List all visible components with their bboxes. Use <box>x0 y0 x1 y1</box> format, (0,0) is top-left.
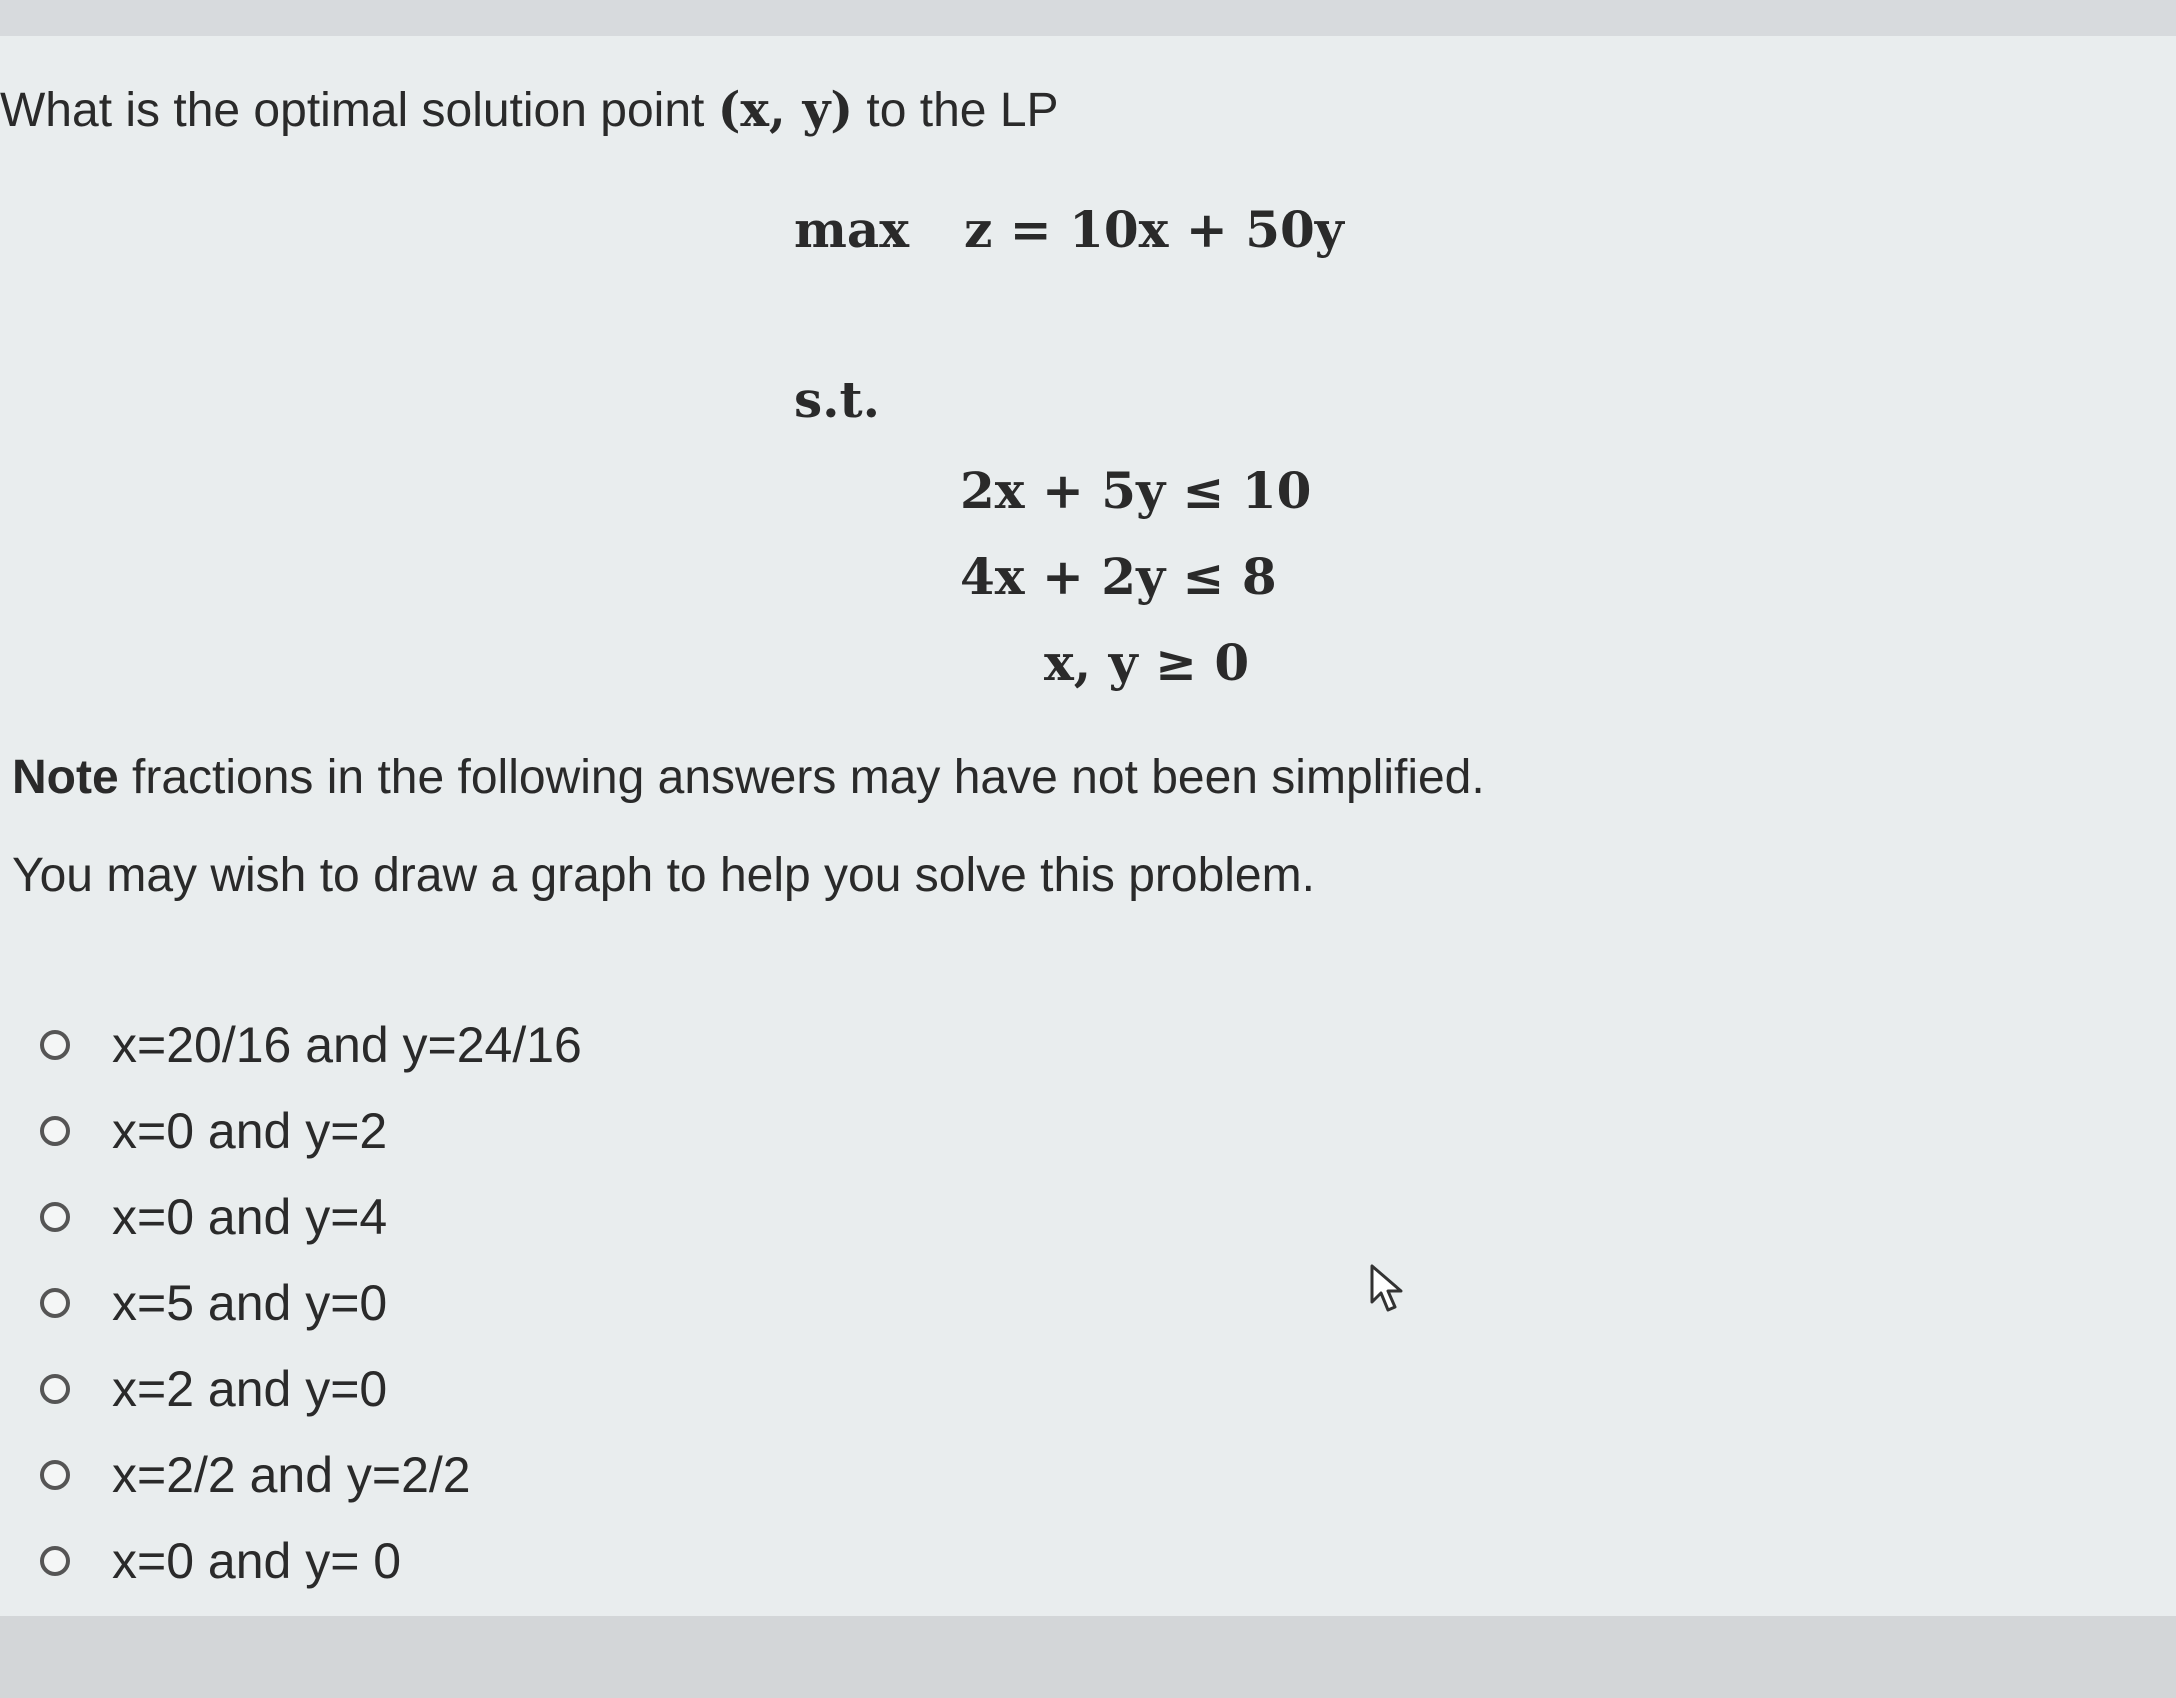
option-label: x=2/2 and y=2/2 <box>112 1447 471 1503</box>
top-bar <box>0 0 2176 36</box>
answer-options <box>40 1002 582 1604</box>
lp-objective-row <box>794 200 1344 259</box>
radio-button[interactable] <box>40 1460 70 1490</box>
option-label: x=0 and y=2 <box>112 1103 388 1159</box>
option-label: x=5 and y=0 <box>112 1275 388 1331</box>
subject-to-label: s.t. <box>794 370 881 429</box>
answer-option[interactable] <box>40 1518 582 1604</box>
radio-button[interactable] <box>40 1116 70 1146</box>
constraint-2: 4x + 2y ≤ 8 <box>960 547 1277 606</box>
constraint-1: 2x + 5y ≤ 10 <box>960 461 1312 520</box>
option-label: x=20/16 and y=24/16 <box>112 1017 582 1073</box>
radio-button[interactable] <box>40 1202 70 1232</box>
answer-option[interactable] <box>40 1346 582 1432</box>
constraint-nonnegativity: x, y ≥ 0 <box>1044 633 1250 692</box>
answer-option[interactable] <box>40 1432 582 1518</box>
option-label: x=0 and y=4 <box>112 1189 388 1245</box>
objective-function: z = 10x + 50y <box>964 200 1344 259</box>
constraint-list <box>960 448 1311 706</box>
answer-option[interactable] <box>40 1174 582 1260</box>
radio-button[interactable] <box>40 1288 70 1318</box>
option-label: x=0 and y= 0 <box>112 1533 402 1589</box>
note-rest: fractions in the following answers may have not been simplified. <box>118 751 1485 804</box>
objective-keyword: max <box>794 200 910 259</box>
answer-option[interactable] <box>40 1002 582 1088</box>
question-point: (x, y) <box>717 82 854 138</box>
note-text <box>12 750 1485 805</box>
question-prefix: What is the optimal solution point <box>0 84 718 137</box>
note-bold: Note <box>12 751 119 804</box>
mouse-pointer-icon <box>1368 1262 1412 1316</box>
answer-option[interactable] <box>40 1260 582 1346</box>
bottom-bar <box>0 1616 2176 1698</box>
question-text <box>0 82 1059 138</box>
answer-option[interactable] <box>40 1088 582 1174</box>
radio-button[interactable] <box>40 1030 70 1060</box>
option-label: x=2 and y=0 <box>112 1361 388 1417</box>
radio-button[interactable] <box>40 1546 70 1576</box>
radio-button[interactable] <box>40 1374 70 1404</box>
question-suffix: to the LP <box>853 84 1059 137</box>
hint-text: You may wish to draw a graph to help you solve this problem. <box>12 849 1315 902</box>
